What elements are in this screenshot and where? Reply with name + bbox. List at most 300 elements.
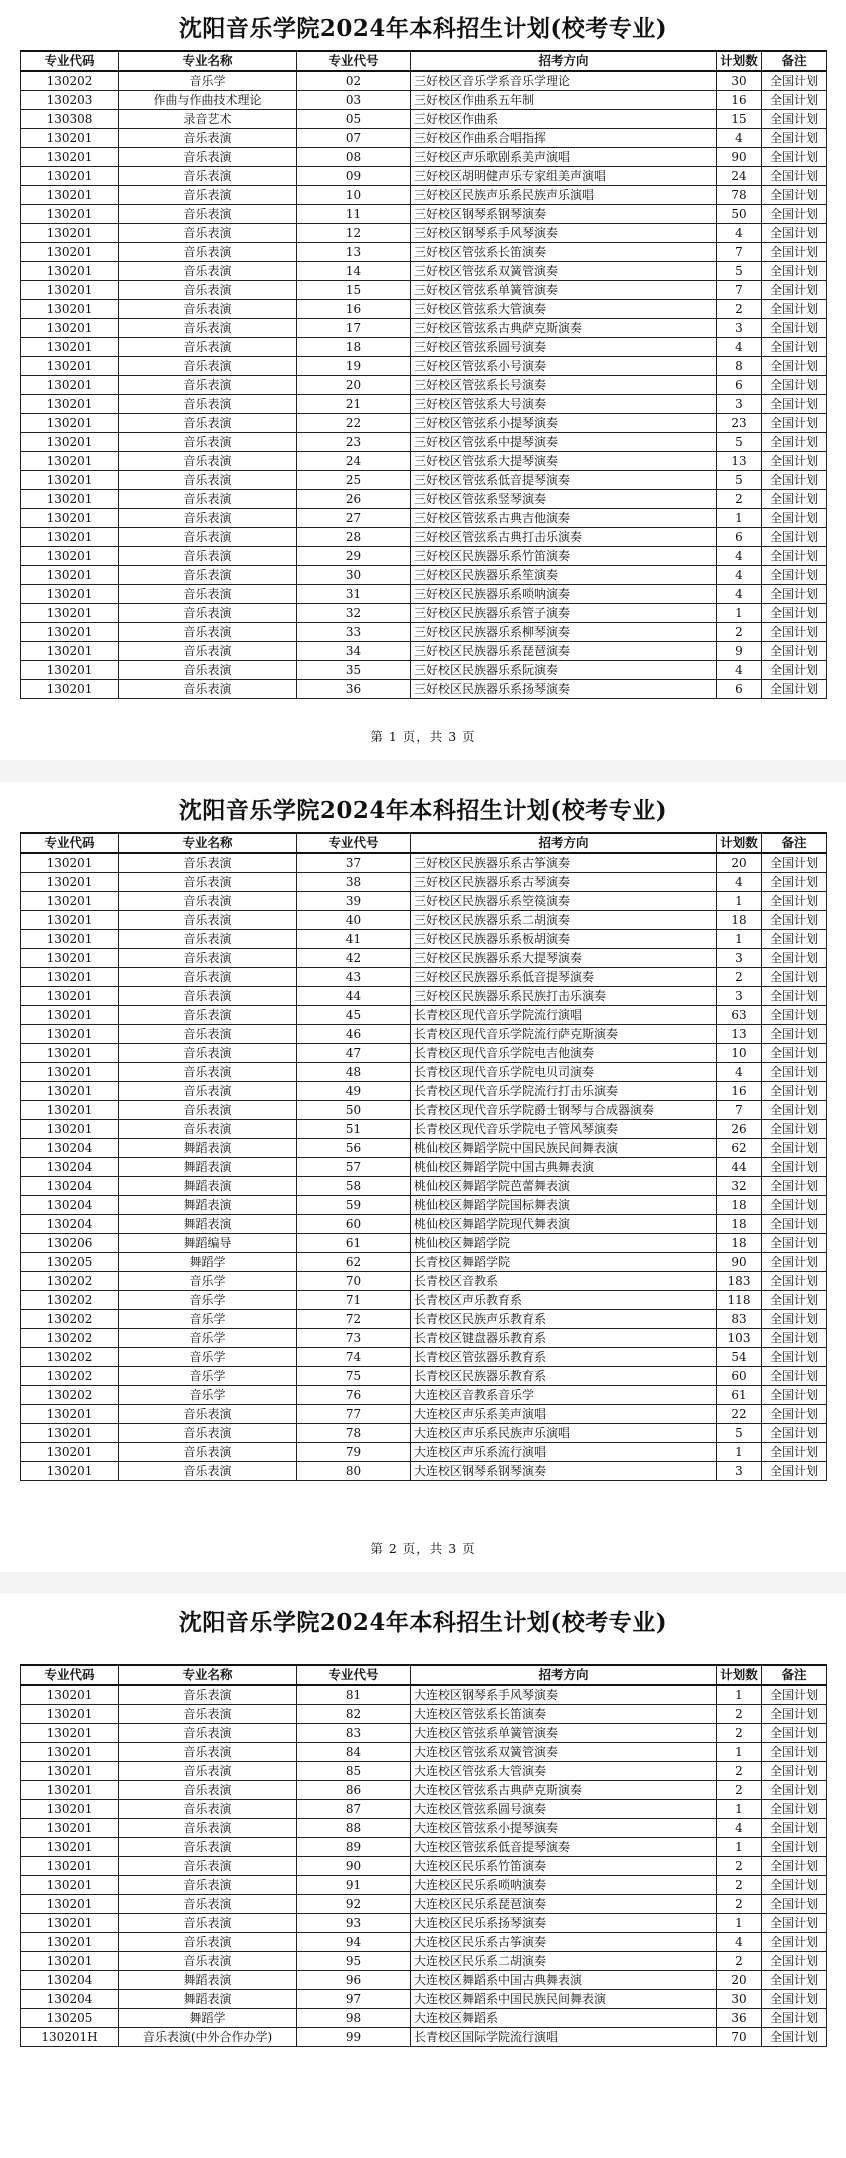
plan-count-cell: 15 (717, 110, 762, 129)
table-row (21, 148, 827, 167)
major-name-cell: 录音艺术 (119, 110, 297, 129)
major-code-cell: 130202 (21, 1367, 119, 1386)
table-row (21, 1234, 827, 1253)
direction-cell: 大连校区管弦系古典萨克斯演奏 (411, 1781, 717, 1800)
major-name-cell: 音乐表演 (119, 1082, 297, 1101)
remark-cell: 全国计划 (762, 1158, 827, 1177)
major-number-cell: 91 (297, 1876, 411, 1895)
major-name-cell: 音乐表演 (119, 186, 297, 205)
plan-count-cell: 62 (717, 1139, 762, 1158)
remark-cell: 全国计划 (762, 987, 827, 1006)
direction-cell: 三好校区民族器乐系民族打击乐演奏 (411, 987, 717, 1006)
remark-cell: 全国计划 (762, 433, 827, 452)
plan-count-cell: 60 (717, 1367, 762, 1386)
table-row (21, 262, 827, 281)
major-number-cell: 15 (297, 281, 411, 300)
column-header-plan-count: 计划数 (717, 833, 762, 853)
enrollment-plan-table (20, 832, 827, 1481)
remark-cell: 全国计划 (762, 1348, 827, 1367)
remark-cell: 全国计划 (762, 1781, 827, 1800)
direction-cell: 大连校区民乐系二胡演奏 (411, 1952, 717, 1971)
major-name-cell: 音乐表演 (119, 1025, 297, 1044)
plan-count-cell: 1 (717, 1743, 762, 1762)
table-row (21, 1139, 827, 1158)
plan-count-cell: 18 (717, 1215, 762, 1234)
major-name-cell: 音乐表演 (119, 604, 297, 623)
major-name-cell: 音乐表演 (119, 1044, 297, 1063)
direction-cell: 三好校区民族器乐系笙演奏 (411, 566, 717, 585)
major-name-cell: 音乐表演 (119, 1101, 297, 1120)
major-code-cell: 130201 (21, 205, 119, 224)
major-code-cell: 130308 (21, 110, 119, 129)
major-code-cell: 130201 (21, 338, 119, 357)
table-row (21, 1006, 827, 1025)
major-code-cell: 130201 (21, 1443, 119, 1462)
table-row (21, 2009, 827, 2028)
direction-cell: 长青校区现代音乐学院电吉他演奏 (411, 1044, 717, 1063)
major-number-cell: 30 (297, 566, 411, 585)
major-number-cell: 07 (297, 129, 411, 148)
major-number-cell: 71 (297, 1291, 411, 1310)
remark-cell: 全国计划 (762, 547, 827, 566)
remark-cell: 全国计划 (762, 91, 827, 110)
plan-count-cell: 20 (717, 853, 762, 873)
table-row (21, 1101, 827, 1120)
remark-cell: 全国计划 (762, 1367, 827, 1386)
column-header-direction: 招考方向 (411, 833, 717, 853)
direction-cell: 大连校区声乐系民族声乐演唱 (411, 1424, 717, 1443)
major-number-cell: 48 (297, 1063, 411, 1082)
major-number-cell: 46 (297, 1025, 411, 1044)
major-name-cell: 音乐表演 (119, 1914, 297, 1933)
table-row (21, 1215, 827, 1234)
major-code-cell: 130201 (21, 623, 119, 642)
plan-count-cell: 1 (717, 509, 762, 528)
major-code-cell: 130201 (21, 547, 119, 566)
major-code-cell: 130201 (21, 528, 119, 547)
remark-cell: 全国计划 (762, 1329, 827, 1348)
direction-cell: 三好校区民族器乐系板胡演奏 (411, 930, 717, 949)
table-row (21, 1705, 827, 1724)
major-name-cell: 音乐表演 (119, 661, 297, 680)
table-row (21, 452, 827, 471)
direction-cell: 长青校区国际学院流行演唱 (411, 2028, 717, 2047)
remark-cell: 全国计划 (762, 452, 827, 471)
plan-count-cell: 3 (717, 319, 762, 338)
remark-cell: 全国计划 (762, 71, 827, 91)
direction-cell: 长青校区音教系 (411, 1272, 717, 1291)
major-number-cell: 18 (297, 338, 411, 357)
major-name-cell: 音乐表演 (119, 1800, 297, 1819)
table-row (21, 528, 827, 547)
remark-cell: 全国计划 (762, 1177, 827, 1196)
remark-cell: 全国计划 (762, 1819, 827, 1838)
major-code-cell: 130201 (21, 1933, 119, 1952)
remark-cell: 全国计划 (762, 604, 827, 623)
major-code-cell: 130201 (21, 452, 119, 471)
major-code-cell: 130201 (21, 949, 119, 968)
direction-cell: 大连校区管弦系单簧管演奏 (411, 1724, 717, 1743)
table-row (21, 1310, 827, 1329)
direction-cell: 桃仙校区舞蹈学院芭蕾舞表演 (411, 1177, 717, 1196)
direction-cell: 大连校区民乐系古筝演奏 (411, 1933, 717, 1952)
major-name-cell: 音乐表演 (119, 873, 297, 892)
table-row (21, 1914, 827, 1933)
plan-count-cell: 1 (717, 1800, 762, 1819)
direction-cell: 三好校区民族器乐系管子演奏 (411, 604, 717, 623)
major-code-cell: 130201 (21, 873, 119, 892)
major-number-cell: 17 (297, 319, 411, 338)
table-row (21, 243, 827, 262)
remark-cell: 全国计划 (762, 623, 827, 642)
major-number-cell: 38 (297, 873, 411, 892)
column-header-remark: 备注 (762, 833, 827, 853)
major-number-cell: 83 (297, 1724, 411, 1743)
major-number-cell: 74 (297, 1348, 411, 1367)
table-row (21, 2028, 827, 2047)
major-code-cell: 130201 (21, 1101, 119, 1120)
direction-cell: 长青校区声乐教育系 (411, 1291, 717, 1310)
plan-count-cell: 2 (717, 300, 762, 319)
major-number-cell: 58 (297, 1177, 411, 1196)
table-row (21, 1025, 827, 1044)
direction-cell: 三好校区民族器乐系箜篌演奏 (411, 892, 717, 911)
remark-cell: 全国计划 (762, 853, 827, 873)
direction-cell: 三好校区管弦系中提琴演奏 (411, 433, 717, 452)
major-code-cell: 130201 (21, 968, 119, 987)
major-number-cell: 32 (297, 604, 411, 623)
major-name-cell: 音乐表演 (119, 1063, 297, 1082)
page-footer: 第 1 页，共 3 页 (370, 729, 476, 744)
direction-cell: 三好校区管弦系古典打击乐演奏 (411, 528, 717, 547)
remark-cell: 全国计划 (762, 1234, 827, 1253)
plan-count-cell: 23 (717, 414, 762, 433)
major-number-cell: 43 (297, 968, 411, 987)
direction-cell: 三好校区钢琴系手风琴演奏 (411, 224, 717, 243)
table-row (21, 853, 827, 873)
table-row (21, 1158, 827, 1177)
major-name-cell: 音乐表演 (119, 224, 297, 243)
major-name-cell: 音乐表演 (119, 680, 297, 699)
plan-count-cell: 3 (717, 1462, 762, 1481)
major-number-cell: 29 (297, 547, 411, 566)
table-row (21, 186, 827, 205)
column-header-direction: 招考方向 (411, 1665, 717, 1685)
major-number-cell: 47 (297, 1044, 411, 1063)
major-number-cell: 57 (297, 1158, 411, 1177)
direction-cell: 三好校区管弦系长笛演奏 (411, 243, 717, 262)
plan-count-cell: 30 (717, 71, 762, 91)
remark-cell: 全国计划 (762, 1101, 827, 1120)
direction-cell: 长青校区现代音乐学院电子管风琴演奏 (411, 1120, 717, 1139)
table-row (21, 1838, 827, 1857)
major-name-cell: 音乐表演 (119, 987, 297, 1006)
column-header-major-code: 专业代码 (21, 833, 119, 853)
direction-cell: 三好校区管弦系竖琴演奏 (411, 490, 717, 509)
major-name-cell: 音乐表演 (119, 205, 297, 224)
remark-cell: 全国计划 (762, 642, 827, 661)
major-code-cell: 130204 (21, 1158, 119, 1177)
direction-cell: 三好校区管弦系古典吉他演奏 (411, 509, 717, 528)
remark-cell: 全国计划 (762, 1310, 827, 1329)
major-code-cell: 130201 (21, 1819, 119, 1838)
major-name-cell: 舞蹈表演 (119, 1215, 297, 1234)
remark-cell: 全国计划 (762, 300, 827, 319)
remark-cell: 全国计划 (762, 930, 827, 949)
major-number-cell: 92 (297, 1895, 411, 1914)
major-code-cell: 130201 (21, 357, 119, 376)
direction-cell: 长青校区现代音乐学院流行打击乐演奏 (411, 1082, 717, 1101)
plan-count-cell: 7 (717, 1101, 762, 1120)
major-number-cell: 96 (297, 1971, 411, 1990)
plan-count-cell: 90 (717, 1253, 762, 1272)
major-name-cell: 音乐表演 (119, 1952, 297, 1971)
direction-cell: 大连校区管弦系圆号演奏 (411, 1800, 717, 1819)
table-row (21, 91, 827, 110)
major-name-cell: 舞蹈表演 (119, 1158, 297, 1177)
table-row (21, 395, 827, 414)
major-name-cell: 音乐表演 (119, 1895, 297, 1914)
plan-count-cell: 5 (717, 1424, 762, 1443)
major-code-cell: 130201 (21, 1705, 119, 1724)
major-name-cell: 音乐表演 (119, 892, 297, 911)
direction-cell: 三好校区民族器乐系柳琴演奏 (411, 623, 717, 642)
major-code-cell: 130201 (21, 1857, 119, 1876)
plan-count-cell: 5 (717, 262, 762, 281)
major-name-cell: 作曲与作曲技术理论 (119, 91, 297, 110)
major-number-cell: 80 (297, 1462, 411, 1481)
major-code-cell: 130201 (21, 129, 119, 148)
table-row (21, 968, 827, 987)
major-name-cell: 舞蹈编导 (119, 1234, 297, 1253)
major-code-cell: 130201 (21, 987, 119, 1006)
remark-cell: 全国计划 (762, 1063, 827, 1082)
direction-cell: 三好校区民族器乐系低音提琴演奏 (411, 968, 717, 987)
major-code-cell: 130201 (21, 1424, 119, 1443)
plan-count-cell: 9 (717, 642, 762, 661)
major-number-cell: 36 (297, 680, 411, 699)
direction-cell: 大连校区声乐系流行演唱 (411, 1443, 717, 1462)
major-name-cell: 舞蹈学 (119, 2009, 297, 2028)
direction-cell: 三好校区民族器乐系阮演奏 (411, 661, 717, 680)
major-code-cell: 130201 (21, 1685, 119, 1705)
remark-cell: 全国计划 (762, 1705, 827, 1724)
plan-count-cell: 4 (717, 338, 762, 357)
remark-cell: 全国计划 (762, 1424, 827, 1443)
remark-cell: 全国计划 (762, 1876, 827, 1895)
remark-cell: 全国计划 (762, 680, 827, 699)
direction-cell: 桃仙校区舞蹈学院中国民族民间舞表演 (411, 1139, 717, 1158)
plan-count-cell: 2 (717, 1952, 762, 1971)
major-number-cell: 78 (297, 1424, 411, 1443)
table-row (21, 623, 827, 642)
major-name-cell: 音乐表演 (119, 585, 297, 604)
plan-count-cell: 2 (717, 623, 762, 642)
column-header-major-name: 专业名称 (119, 1665, 297, 1685)
remark-cell: 全国计划 (762, 2028, 827, 2047)
plan-count-cell: 83 (717, 1310, 762, 1329)
remark-cell: 全国计划 (762, 414, 827, 433)
major-name-cell: 音乐学 (119, 1272, 297, 1291)
table-row (21, 566, 827, 585)
remark-cell: 全国计划 (762, 873, 827, 892)
direction-cell: 大连校区舞蹈系中国古典舞表演 (411, 1971, 717, 1990)
table-row (21, 949, 827, 968)
major-code-cell: 130201 (21, 1838, 119, 1857)
major-code-cell: 130201 (21, 1781, 119, 1800)
major-number-cell: 28 (297, 528, 411, 547)
remark-cell: 全国计划 (762, 1405, 827, 1424)
remark-cell: 全国计划 (762, 167, 827, 186)
major-name-cell: 音乐表演 (119, 1933, 297, 1952)
major-code-cell: 130201 (21, 414, 119, 433)
table-row (21, 1120, 827, 1139)
major-name-cell: 音乐表演(中外合作办学) (119, 2028, 297, 2047)
major-name-cell: 音乐表演 (119, 1781, 297, 1800)
table-row (21, 1272, 827, 1291)
table-row (21, 338, 827, 357)
remark-cell: 全国计划 (762, 205, 827, 224)
major-number-cell: 93 (297, 1914, 411, 1933)
major-number-cell: 73 (297, 1329, 411, 1348)
column-header-remark: 备注 (762, 1665, 827, 1685)
remark-cell: 全国计划 (762, 357, 827, 376)
major-code-cell: 130201 (21, 1914, 119, 1933)
major-number-cell: 12 (297, 224, 411, 243)
major-number-cell: 60 (297, 1215, 411, 1234)
major-name-cell: 音乐表演 (119, 376, 297, 395)
major-number-cell: 40 (297, 911, 411, 930)
remark-cell: 全国计划 (762, 1857, 827, 1876)
major-number-cell: 86 (297, 1781, 411, 1800)
remark-cell: 全国计划 (762, 949, 827, 968)
major-code-cell: 130201 (21, 376, 119, 395)
plan-count-cell: 7 (717, 281, 762, 300)
remark-cell: 全国计划 (762, 1291, 827, 1310)
major-code-cell: 130201 (21, 319, 119, 338)
plan-count-cell: 103 (717, 1329, 762, 1348)
direction-cell: 大连校区民乐系竹笛演奏 (411, 1857, 717, 1876)
page-title: 沈阳音乐学院2024年本科招生计划(校考专业) (178, 797, 668, 824)
remark-cell: 全国计划 (762, 892, 827, 911)
column-header-direction: 招考方向 (411, 51, 717, 71)
table-row (21, 509, 827, 528)
major-name-cell: 音乐表演 (119, 1006, 297, 1025)
plan-count-cell: 5 (717, 471, 762, 490)
remark-cell: 全国计划 (762, 509, 827, 528)
plan-count-cell: 18 (717, 911, 762, 930)
table-row (21, 1177, 827, 1196)
direction-cell: 三好校区作曲系 (411, 110, 717, 129)
plan-count-cell: 6 (717, 376, 762, 395)
table-row (21, 547, 827, 566)
major-name-cell: 音乐表演 (119, 968, 297, 987)
major-name-cell: 音乐表演 (119, 319, 297, 338)
direction-cell: 大连校区管弦系双簧管演奏 (411, 1743, 717, 1762)
direction-cell: 大连校区钢琴系钢琴演奏 (411, 1462, 717, 1481)
plan-count-cell: 2 (717, 490, 762, 509)
table-row (21, 490, 827, 509)
direction-cell: 三好校区管弦系长号演奏 (411, 376, 717, 395)
major-name-cell: 音乐表演 (119, 509, 297, 528)
major-name-cell: 音乐学 (119, 1310, 297, 1329)
major-name-cell: 舞蹈表演 (119, 1196, 297, 1215)
major-code-cell: 130201 (21, 680, 119, 699)
major-code-cell: 130201 (21, 509, 119, 528)
direction-cell: 大连校区舞蹈系中国民族民间舞表演 (411, 1990, 717, 2009)
major-number-cell: 56 (297, 1139, 411, 1158)
major-name-cell: 舞蹈表演 (119, 1177, 297, 1196)
major-number-cell: 33 (297, 623, 411, 642)
major-code-cell: 130201 (21, 1025, 119, 1044)
major-name-cell: 音乐表演 (119, 281, 297, 300)
plan-count-cell: 2 (717, 1857, 762, 1876)
major-code-cell: 130204 (21, 1971, 119, 1990)
table-row (21, 224, 827, 243)
major-name-cell: 舞蹈表演 (119, 1990, 297, 2009)
remark-cell: 全国计划 (762, 338, 827, 357)
major-code-cell: 130204 (21, 1215, 119, 1234)
direction-cell: 三好校区胡明健声乐专家组美声演唱 (411, 167, 717, 186)
table-row (21, 357, 827, 376)
major-number-cell: 25 (297, 471, 411, 490)
direction-cell: 三好校区管弦系大提琴演奏 (411, 452, 717, 471)
major-name-cell: 音乐表演 (119, 1838, 297, 1857)
plan-count-cell: 13 (717, 1025, 762, 1044)
remark-cell: 全国计划 (762, 1952, 827, 1971)
major-code-cell: 130201 (21, 1724, 119, 1743)
direction-cell: 大连校区声乐系美声演唱 (411, 1405, 717, 1424)
plan-count-cell: 1 (717, 604, 762, 623)
remark-cell: 全国计划 (762, 1139, 827, 1158)
table-row (21, 281, 827, 300)
major-number-cell: 22 (297, 414, 411, 433)
major-code-cell: 130201 (21, 148, 119, 167)
direction-cell: 三好校区管弦系低音提琴演奏 (411, 471, 717, 490)
major-code-cell: 130204 (21, 1139, 119, 1158)
major-number-cell: 41 (297, 930, 411, 949)
table-row (21, 642, 827, 661)
major-code-cell: 130202 (21, 1310, 119, 1329)
major-number-cell: 81 (297, 1685, 411, 1705)
major-name-cell: 音乐表演 (119, 395, 297, 414)
plan-count-cell: 2 (717, 1876, 762, 1895)
plan-count-cell: 1 (717, 930, 762, 949)
major-code-cell: 130201 (21, 167, 119, 186)
major-name-cell: 音乐表演 (119, 949, 297, 968)
direction-cell: 三好校区作曲系五年制 (411, 91, 717, 110)
direction-cell: 三好校区管弦系小号演奏 (411, 357, 717, 376)
table-row (21, 1685, 827, 1705)
direction-cell: 三好校区管弦系古典萨克斯演奏 (411, 319, 717, 338)
plan-count-cell: 2 (717, 1705, 762, 1724)
remark-cell: 全国计划 (762, 1838, 827, 1857)
plan-count-cell: 16 (717, 91, 762, 110)
direction-cell: 桃仙校区舞蹈学院现代舞表演 (411, 1215, 717, 1234)
major-code-cell: 130201 (21, 604, 119, 623)
plan-count-cell: 90 (717, 148, 762, 167)
table-row (21, 1424, 827, 1443)
major-number-cell: 34 (297, 642, 411, 661)
plan-count-cell: 4 (717, 224, 762, 243)
table-row (21, 1386, 827, 1405)
remark-cell: 全国计划 (762, 281, 827, 300)
major-number-cell: 26 (297, 490, 411, 509)
plan-count-cell: 4 (717, 129, 762, 148)
major-number-cell: 45 (297, 1006, 411, 1025)
plan-count-cell: 1 (717, 1914, 762, 1933)
major-name-cell: 音乐学 (119, 1329, 297, 1348)
